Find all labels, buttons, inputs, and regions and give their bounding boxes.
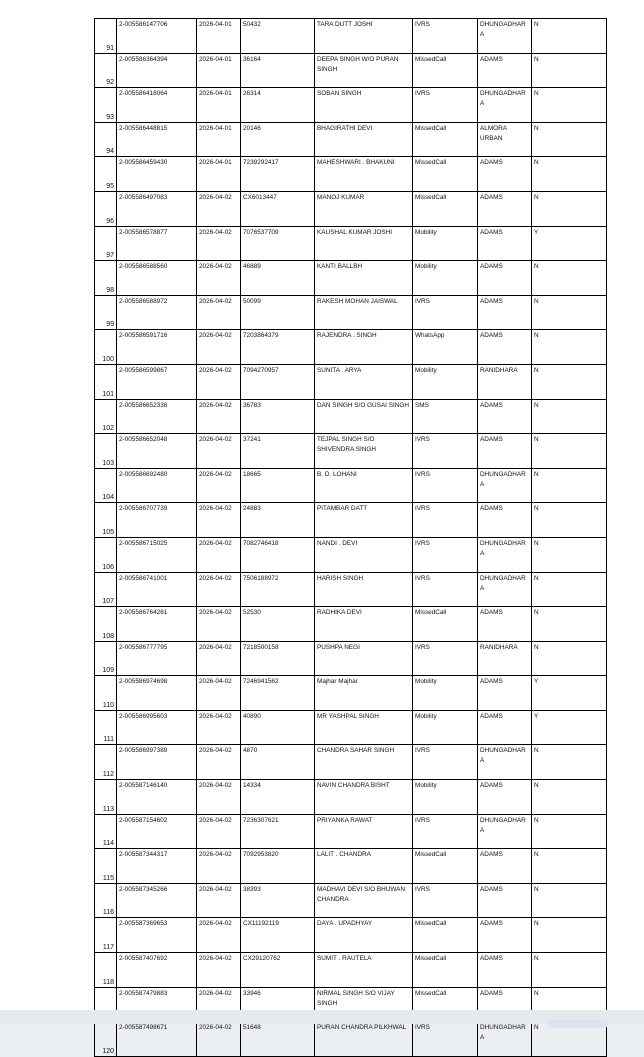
row-number-cell: 103	[95, 434, 117, 469]
source-channel-cell: IVRS	[413, 1022, 478, 1057]
person-name-cell: DAN SINGH S/O GUSAI SINGH	[315, 399, 413, 434]
source-channel-cell: Mobility	[413, 710, 478, 745]
phone-number-cell: CX11192119	[241, 918, 315, 953]
person-name-cell: BHAGIRATHI DEVI	[315, 122, 413, 157]
record-date-cell: 2026-04-01	[197, 53, 241, 88]
status-flag-cell: N	[532, 1022, 607, 1057]
row-number-cell: 115	[95, 849, 117, 884]
location-cell: DHUNGADHARA	[478, 572, 532, 607]
table-row	[95, 676, 607, 711]
person-name-cell: NANDI . DEVI	[315, 537, 413, 572]
person-name-cell: NAVIN CHANDRA BISHT	[315, 780, 413, 815]
record-id-cell: 2-005586741001	[117, 572, 197, 607]
source-channel-cell: Mobility	[413, 364, 478, 399]
source-channel-cell: IVRS	[413, 88, 478, 123]
record-id-cell: 2-005586588972	[117, 295, 197, 330]
status-flag-cell: Y	[532, 676, 607, 711]
location-cell: ADAMS	[478, 987, 532, 1022]
person-name-cell: KAUSHAL KUMAR JOSHI	[315, 226, 413, 261]
person-name-cell: RADHIKA DEVI	[315, 607, 413, 642]
record-date-cell: 2026-04-02	[197, 261, 241, 296]
record-date-cell: 2026-04-02	[197, 641, 241, 676]
source-channel-cell: IVRS	[413, 814, 478, 849]
record-id-cell: 2-005586591716	[117, 330, 197, 365]
status-flag-cell: N	[532, 364, 607, 399]
record-date-cell: 2026-04-01	[197, 19, 241, 54]
phone-number-cell: CX29120762	[241, 953, 315, 988]
status-flag-cell: N	[532, 607, 607, 642]
row-number-cell: 114	[95, 814, 117, 849]
person-name-cell: PUSHPA NEGI	[315, 641, 413, 676]
record-id-cell: 2-005587369653	[117, 918, 197, 953]
row-number-cell: 117	[95, 918, 117, 953]
person-name-cell: MANOJ KUMAR	[315, 191, 413, 226]
person-name-cell: PITAMBAR DATT	[315, 503, 413, 538]
record-date-cell: 2026-04-02	[197, 780, 241, 815]
table-row	[95, 710, 607, 745]
table-row	[95, 1022, 607, 1057]
status-flag-cell: N	[532, 122, 607, 157]
record-date-cell: 2026-04-02	[197, 676, 241, 711]
status-flag-cell: N	[532, 261, 607, 296]
row-number-cell: 93	[95, 88, 117, 123]
source-channel-cell: MissedCall	[413, 953, 478, 988]
phone-number-cell: 4870	[241, 745, 315, 780]
record-id-cell: 2-005587154602	[117, 814, 197, 849]
person-name-cell: SUNITA . ARYA	[315, 364, 413, 399]
source-channel-cell: IVRS	[413, 641, 478, 676]
status-flag-cell: N	[532, 641, 607, 676]
table-row	[95, 745, 607, 780]
table-row	[95, 537, 607, 572]
status-flag-cell: N	[532, 849, 607, 884]
row-number-cell: 107	[95, 572, 117, 607]
status-flag-cell: N	[532, 157, 607, 192]
person-name-cell: LALIT . CHANDRA	[315, 849, 413, 884]
location-cell: ADAMS	[478, 676, 532, 711]
scroll-indicator[interactable]	[548, 1020, 608, 1028]
record-id-cell: 2-005586995603	[117, 710, 197, 745]
status-flag-cell: N	[532, 953, 607, 988]
record-id-cell: 2-005586588560	[117, 261, 197, 296]
row-number-cell: 120	[95, 1022, 117, 1057]
location-cell: DHUNGADHARA	[478, 88, 532, 123]
person-name-cell: KANTI BALLBH	[315, 261, 413, 296]
location-cell: ADAMS	[478, 53, 532, 88]
table-row	[95, 468, 607, 503]
location-cell: ADAMS	[478, 953, 532, 988]
row-number-cell: 111	[95, 710, 117, 745]
record-date-cell: 2026-04-02	[197, 364, 241, 399]
source-channel-cell: MissedCall	[413, 191, 478, 226]
person-name-cell: RAJENDRA . SINGH	[315, 330, 413, 365]
status-flag-cell: N	[532, 780, 607, 815]
location-cell: ALMORA URBAN	[478, 122, 532, 157]
location-cell: ADAMS	[478, 607, 532, 642]
source-channel-cell: Mobility	[413, 226, 478, 261]
record-date-cell: 2026-04-02	[197, 191, 241, 226]
record-date-cell: 2026-04-02	[197, 918, 241, 953]
person-name-cell: PURAN CHANDRA PILKHWAL	[315, 1022, 413, 1057]
source-channel-cell: WhatsApp	[413, 330, 478, 365]
record-date-cell: 2026-04-02	[197, 953, 241, 988]
record-date-cell: 2026-04-02	[197, 1022, 241, 1057]
location-cell: ADAMS	[478, 918, 532, 953]
row-number-cell: 91	[95, 19, 117, 54]
row-number-cell: 95	[95, 157, 117, 192]
location-cell: ADAMS	[478, 434, 532, 469]
phone-number-cell: 36164	[241, 53, 315, 88]
source-channel-cell: IVRS	[413, 537, 478, 572]
record-date-cell: 2026-04-02	[197, 399, 241, 434]
row-number-cell: 97	[95, 226, 117, 261]
phone-number-cell: 7082746418	[241, 537, 315, 572]
status-flag-cell: N	[532, 53, 607, 88]
location-cell: ADAMS	[478, 849, 532, 884]
source-channel-cell: IVRS	[413, 883, 478, 918]
person-name-cell: PRIYANKA RAWAT	[315, 814, 413, 849]
status-flag-cell: N	[532, 987, 607, 1022]
record-id-cell: 2-005587345266	[117, 883, 197, 918]
person-name-cell: SOBAN SINGH	[315, 88, 413, 123]
person-name-cell: SUMIT . RAUTELA	[315, 953, 413, 988]
source-channel-cell: IVRS	[413, 468, 478, 503]
row-number-cell: 94	[95, 122, 117, 157]
record-id-cell: 2-005586497083	[117, 191, 197, 226]
phone-number-cell: 7506188972	[241, 572, 315, 607]
phone-number-cell: 7239292417	[241, 157, 315, 192]
location-cell: DHUNGADHARA	[478, 468, 532, 503]
source-channel-cell: IVRS	[413, 19, 478, 54]
record-date-cell: 2026-04-02	[197, 226, 241, 261]
source-channel-cell: SMS	[413, 399, 478, 434]
record-id-cell: 2-005586777795	[117, 641, 197, 676]
record-date-cell: 2026-04-02	[197, 814, 241, 849]
record-id-cell: 2-005587479883	[117, 987, 197, 1022]
record-date-cell: 2026-04-02	[197, 849, 241, 884]
location-cell: ADAMS	[478, 226, 532, 261]
status-flag-cell: N	[532, 918, 607, 953]
location-cell: DHUNGADHARA	[478, 1022, 532, 1057]
location-cell: ADAMS	[478, 503, 532, 538]
record-date-cell: 2026-04-02	[197, 572, 241, 607]
phone-number-cell: 33946	[241, 987, 315, 1022]
phone-number-cell: 18665	[241, 468, 315, 503]
phone-number-cell: 7092953820	[241, 849, 315, 884]
record-date-cell: 2026-04-02	[197, 745, 241, 780]
record-date-cell: 2026-04-02	[197, 434, 241, 469]
source-channel-cell: Mobility	[413, 261, 478, 296]
table-row	[95, 157, 607, 192]
row-number-cell: 110	[95, 676, 117, 711]
location-cell: ADAMS	[478, 710, 532, 745]
record-date-cell: 2026-04-02	[197, 710, 241, 745]
table-row	[95, 53, 607, 88]
phone-number-cell: 50099	[241, 295, 315, 330]
source-channel-cell: MissedCall	[413, 53, 478, 88]
record-id-cell: 2-005586997389	[117, 745, 197, 780]
table-row	[95, 19, 607, 54]
record-date-cell: 2026-04-02	[197, 330, 241, 365]
row-number-cell: 99	[95, 295, 117, 330]
row-number-cell: 108	[95, 607, 117, 642]
row-number-cell: 105	[95, 503, 117, 538]
person-name-cell: HARISH SINGH	[315, 572, 413, 607]
status-flag-cell: N	[532, 88, 607, 123]
location-cell: RANIDHARA	[478, 641, 532, 676]
person-name-cell: TARA DUTT JOSHI	[315, 19, 413, 54]
source-channel-cell: IVRS	[413, 295, 478, 330]
phone-number-cell: 14334	[241, 780, 315, 815]
table-row	[95, 780, 607, 815]
source-channel-cell: MissedCall	[413, 157, 478, 192]
record-date-cell: 2026-04-02	[197, 295, 241, 330]
phone-number-cell: 7218500158	[241, 641, 315, 676]
person-name-cell: MAHESHWARI . BHAKUNI	[315, 157, 413, 192]
record-id-cell: 2-005586707739	[117, 503, 197, 538]
phone-number-cell: 46889	[241, 261, 315, 296]
status-flag-cell: N	[532, 399, 607, 434]
record-id-cell: 2-005586364394	[117, 53, 197, 88]
person-name-cell: TEJPAL SINGH S/O SHIVENDRA SINGH	[315, 434, 413, 469]
location-cell: ADAMS	[478, 883, 532, 918]
row-number-cell: 118	[95, 953, 117, 988]
row-number-cell: 104	[95, 468, 117, 503]
status-flag-cell: N	[532, 883, 607, 918]
phone-number-cell: 7076537709	[241, 226, 315, 261]
table-row	[95, 849, 607, 884]
phone-number-cell: 36783	[241, 399, 315, 434]
record-id-cell: 2-005586578877	[117, 226, 197, 261]
record-id-cell: 2-005586652338	[117, 399, 197, 434]
record-date-cell: 2026-04-01	[197, 157, 241, 192]
source-channel-cell: MissedCall	[413, 987, 478, 1022]
table-row	[95, 226, 607, 261]
table-row	[95, 953, 607, 988]
source-channel-cell: IVRS	[413, 503, 478, 538]
source-channel-cell: IVRS	[413, 572, 478, 607]
table-row	[95, 641, 607, 676]
record-date-cell: 2026-04-02	[197, 468, 241, 503]
table-row	[95, 295, 607, 330]
status-flag-cell: N	[532, 330, 607, 365]
person-name-cell: DAYA . UPADHYAY	[315, 918, 413, 953]
source-channel-cell: IVRS	[413, 745, 478, 780]
location-cell: DHUNGADHARA	[478, 19, 532, 54]
location-cell: ADAMS	[478, 399, 532, 434]
location-cell: ADAMS	[478, 330, 532, 365]
status-flag-cell: N	[532, 503, 607, 538]
record-date-cell: 2026-04-02	[197, 537, 241, 572]
record-id-cell: 2-005586459430	[117, 157, 197, 192]
source-channel-cell: Mobility	[413, 676, 478, 711]
record-id-cell: 2-005586692480	[117, 468, 197, 503]
phone-number-cell: 38393	[241, 883, 315, 918]
phone-number-cell: 20146	[241, 122, 315, 157]
person-name-cell: MADHAVI DEVI S/O BHUWAN CHANDRA	[315, 883, 413, 918]
row-number-cell: 96	[95, 191, 117, 226]
location-cell: ADAMS	[478, 261, 532, 296]
row-number-cell: 116	[95, 883, 117, 918]
table-row	[95, 503, 607, 538]
row-number-cell: 100	[95, 330, 117, 365]
record-date-cell: 2026-04-02	[197, 607, 241, 642]
status-flag-cell: N	[532, 745, 607, 780]
source-channel-cell: IVRS	[413, 434, 478, 469]
status-flag-cell: N	[532, 814, 607, 849]
row-number-cell: 106	[95, 537, 117, 572]
record-date-cell: 2026-04-02	[197, 987, 241, 1022]
person-name-cell: B. D. LOHANI	[315, 468, 413, 503]
location-cell: ADAMS	[478, 157, 532, 192]
table-row	[95, 399, 607, 434]
location-cell: DHUNGADHARA	[478, 537, 532, 572]
row-number-cell: 109	[95, 641, 117, 676]
row-number-cell: 101	[95, 364, 117, 399]
person-name-cell: RAKESH MOHAN JAISWAL	[315, 295, 413, 330]
status-flag-cell: N	[532, 572, 607, 607]
status-flag-cell: N	[532, 468, 607, 503]
table-row	[95, 607, 607, 642]
record-id-cell: 2-005587498671	[117, 1022, 197, 1057]
record-id-cell: 2-005587407692	[117, 953, 197, 988]
status-flag-cell: N	[532, 295, 607, 330]
status-flag-cell: Y	[532, 226, 607, 261]
source-channel-cell: MissedCall	[413, 122, 478, 157]
table-row	[95, 434, 607, 469]
source-channel-cell: Mobility	[413, 780, 478, 815]
phone-number-cell: 40890	[241, 710, 315, 745]
record-id-cell: 2-005587344317	[117, 849, 197, 884]
row-number-cell: 102	[95, 399, 117, 434]
location-cell: ADAMS	[478, 295, 532, 330]
phone-number-cell: 26314	[241, 88, 315, 123]
person-name-cell: Majhar Majhar	[315, 676, 413, 711]
record-id-cell: 2-005586715025	[117, 537, 197, 572]
person-name-cell: NIRMAL SINGH S/O VIJAY SINGH	[315, 987, 413, 1022]
record-id-cell: 2-005586418064	[117, 88, 197, 123]
table-row	[95, 364, 607, 399]
location-cell: DHUNGADHARA	[478, 745, 532, 780]
record-date-cell: 2026-04-01	[197, 122, 241, 157]
phone-number-cell: 37241	[241, 434, 315, 469]
phone-number-cell: 7203864379	[241, 330, 315, 365]
record-id-cell: 2-005586599867	[117, 364, 197, 399]
location-cell: ADAMS	[478, 191, 532, 226]
record-id-cell: 2-005586652048	[117, 434, 197, 469]
table-row	[95, 330, 607, 365]
phone-number-cell: 7246941562	[241, 676, 315, 711]
status-flag-cell: N	[532, 191, 607, 226]
phone-number-cell: 7236307621	[241, 814, 315, 849]
source-channel-cell: MissedCall	[413, 607, 478, 642]
table-row	[95, 814, 607, 849]
table-row	[95, 883, 607, 918]
row-number-cell: 98	[95, 261, 117, 296]
phone-number-cell: 51648	[241, 1022, 315, 1057]
record-date-cell: 2026-04-02	[197, 503, 241, 538]
row-number-cell: 112	[95, 745, 117, 780]
table-row	[95, 122, 607, 157]
status-flag-cell: N	[532, 537, 607, 572]
table-row	[95, 191, 607, 226]
row-number-cell: 113	[95, 780, 117, 815]
table-row	[95, 261, 607, 296]
person-name-cell: CHANDRA SAHAR SINGH	[315, 745, 413, 780]
table-row	[95, 918, 607, 953]
source-channel-cell: MissedCall	[413, 849, 478, 884]
row-number-cell: 92	[95, 53, 117, 88]
record-id-cell: 2-005586764261	[117, 607, 197, 642]
location-cell: DHUNGADHARA	[478, 814, 532, 849]
person-name-cell: MR YASHPAL SINGH	[315, 710, 413, 745]
record-id-cell: 2-005586448815	[117, 122, 197, 157]
record-id-cell: 2-005586974698	[117, 676, 197, 711]
record-id-cell: 2-005586147706	[117, 19, 197, 54]
table-body	[95, 19, 607, 1057]
phone-number-cell: 52530	[241, 607, 315, 642]
records-table	[94, 18, 607, 1057]
status-flag-cell: Y	[532, 710, 607, 745]
phone-number-cell: 24883	[241, 503, 315, 538]
source-channel-cell: MissedCall	[413, 918, 478, 953]
status-flag-cell: N	[532, 19, 607, 54]
table-row	[95, 88, 607, 123]
location-cell: RANIDHARA	[478, 364, 532, 399]
person-name-cell: DEEPA SINGH W/O PURAN SINGH	[315, 53, 413, 88]
table-row	[95, 572, 607, 607]
record-id-cell: 2-005587146140	[117, 780, 197, 815]
location-cell: ADAMS	[478, 780, 532, 815]
phone-number-cell: 50432	[241, 19, 315, 54]
record-date-cell: 2026-04-02	[197, 883, 241, 918]
record-date-cell: 2026-04-01	[197, 88, 241, 123]
phone-number-cell: 7094270957	[241, 364, 315, 399]
phone-number-cell: CX6013447	[241, 191, 315, 226]
status-flag-cell: N	[532, 434, 607, 469]
